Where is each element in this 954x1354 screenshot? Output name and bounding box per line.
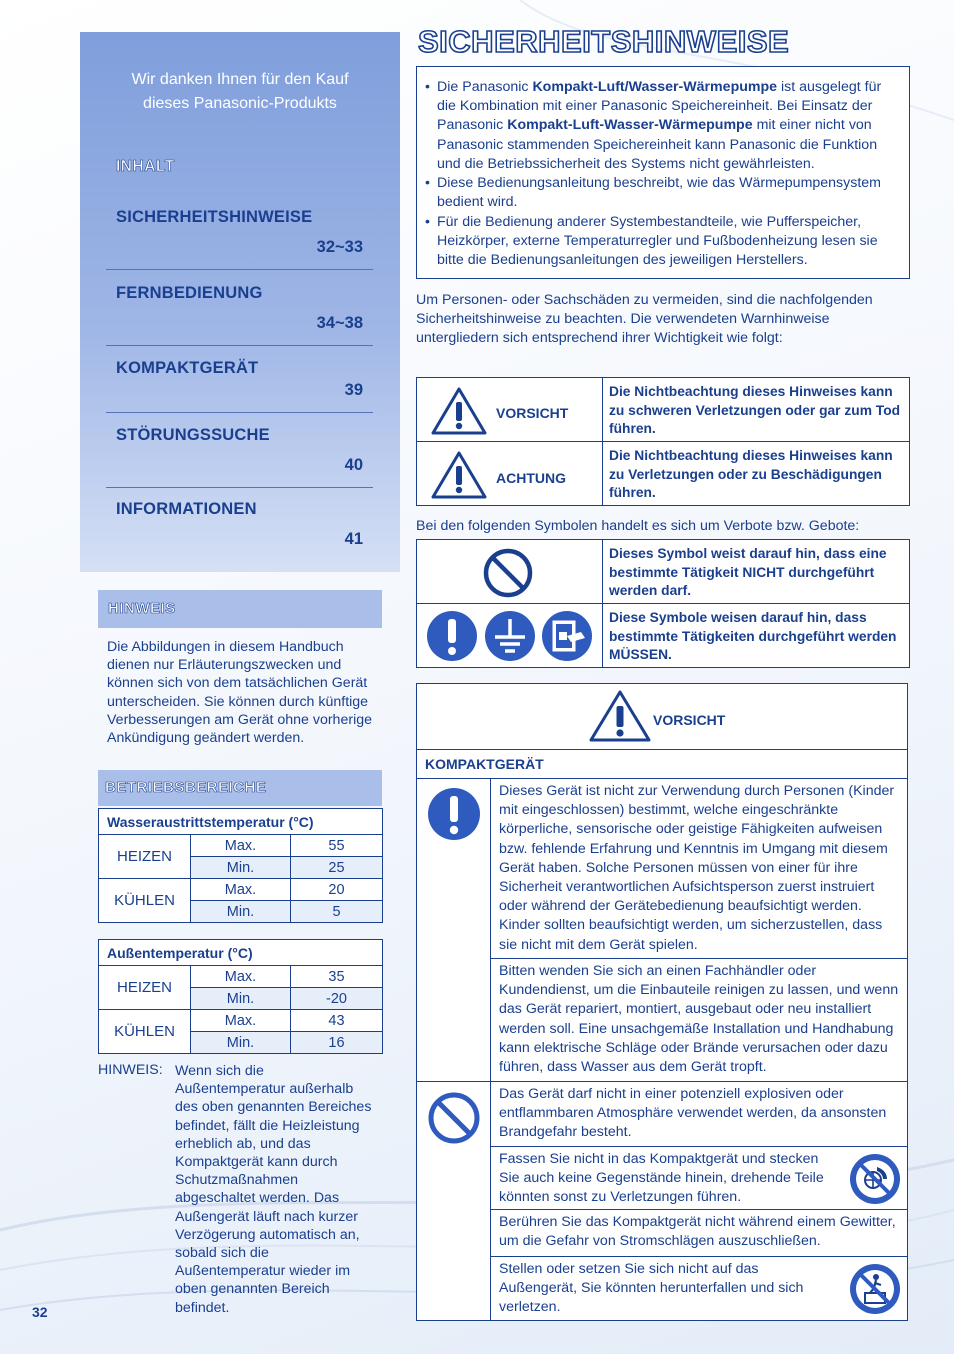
- intro-paragraph: Um Personen- oder Sachschäden zu vermeiden, sind die nachfolgenden Sicherheitshinweise zu beachten. Die verwendeten Warnhinweise untergliedern sich entsprechend ihrer Wichtigkeit wie folgt:: [416, 292, 873, 347]
- limit-value: 25: [291, 857, 383, 879]
- limit-value: 55: [291, 835, 383, 857]
- limit-label: Max.: [191, 1010, 291, 1032]
- toc-item-kompaktgeraet[interactable]: [106, 346, 373, 413]
- limit-label: Max.: [191, 835, 291, 857]
- note-text: Wenn sich die Außentemperatur außerhalb des oben genannten Bereiches befindet, fällt die Heizleistung erheblich ab, und das Kompaktgerät kann durch Schutzmaßnahmen abgeschaltet werden. Das Außengerät läuft nach kurzer Verzögerung automatisch an, sobald sich die Außentemperatur wieder im oben genannten Bereich befindet.: [175, 1063, 372, 1316]
- mandatory-icon: [427, 787, 481, 841]
- note-label: HINWEIS:: [98, 1062, 163, 1078]
- thanks-line-1: Wir danken Ihnen für den Kauf: [131, 71, 349, 88]
- hinweis-header: [98, 590, 382, 628]
- page-title: SICHERHEITSHINWEISE: [418, 24, 790, 59]
- toc-label: INFORMATIONEN: [116, 500, 257, 518]
- limit-label: Min.: [191, 901, 291, 923]
- table-header: Wasseraustrittstemperatur (°C): [99, 809, 383, 835]
- caution-text: Fassen Sie nicht in das Kompaktgerät und stecken Sie auch keine Gegenstände hinein, drehende Teile könnten sonst zu Verletzungen führen.: [499, 1151, 824, 1206]
- prohibition-icon: [482, 547, 534, 599]
- limit-value: 35: [291, 966, 383, 988]
- toc-pages: 40: [344, 456, 363, 474]
- toc-pages: 32~33: [316, 238, 363, 256]
- section-title: KOMPAKTGERÄT: [425, 756, 544, 772]
- warning-description: Die Nichtbeachtung dieses Hinweises kann zu Verletzungen oder zu Beschädigungen führen.: [609, 448, 893, 500]
- mode-cell: HEIZEN: [99, 966, 191, 1010]
- unplug-icon: [541, 610, 593, 662]
- limit-value: -20: [291, 988, 383, 1010]
- symbol-row-prohibited: [416, 539, 910, 604]
- mode-cell: KÜHLEN: [99, 879, 191, 923]
- symbols-paragraph: Bei den folgenden Symbolen handelt es sich um Verbote bzw. Gebote:: [416, 518, 860, 534]
- warning-row-achtung: [416, 441, 910, 506]
- toc-label: FERNBEDIENUNG: [116, 284, 263, 302]
- hinweis-title: HINWEIS: [108, 600, 176, 617]
- toc-item-informationen[interactable]: [106, 488, 373, 558]
- toc-label: SICHERHEITSHINWEISE: [116, 208, 313, 226]
- warning-label: ACHTUNG: [496, 470, 566, 486]
- warning-row-vorsicht: [416, 377, 910, 442]
- limit-label: Max.: [191, 879, 291, 901]
- warning-triangle-icon: [430, 386, 488, 436]
- symbol-description: Diese Symbole weisen darauf hin, dass bestimmte Tätigkeiten durchgeführt werden MÜSSEN.: [609, 610, 897, 662]
- hinweis-text: Die Abbildungen in diesem Handbuch dienen nur Erläuterungszwecken und können sich von dem tatsächlichen Gerät unterscheiden. Sie können durch künftige Verbesserungen am Gerät ohne vorherige Ankündigung geändert werden.: [107, 639, 372, 747]
- limit-label: Min.: [191, 988, 291, 1010]
- caution-box: [416, 683, 908, 1321]
- caution-text: Das Gerät darf nicht in einer potenziell explosiven oder entflammbaren Atmosphäre verwendet werden, da ansonsten Brandgefahr besteht.: [499, 1086, 887, 1141]
- toc-label: STÖRUNGSSUCHE: [116, 426, 270, 444]
- symbol-row-mandatory: [416, 603, 910, 668]
- toc-pages: 39: [344, 381, 363, 399]
- intro-box: [416, 66, 910, 279]
- intro-bullet: • Die Panasonic Kompakt-Luft/Wasser-Wärmepumpe ist ausgelegt für die Kombination mit einer Panasonic Speichereinheit. Bei Einsatz der Panasonic Kompakt-Luft-Wasser-Wärmepumpe mit einer nicht von Panasonic stammenden Speichereinheit kann Panasonic die Funktion und die Betriebssicherheit des Systems nicht gewährleisten.: [425, 78, 901, 174]
- earth-ground-icon: [484, 610, 536, 662]
- warning-label: VORSICHT: [496, 405, 569, 421]
- symbol-description: Dieses Symbol weist darauf hin, dass eine bestimmte Tätigkeit NICHT durchgeführt werden darf.: [609, 546, 887, 598]
- toc-item-stoerungssuche[interactable]: [106, 413, 373, 488]
- caution-text: Stellen oder setzen Sie sich nicht auf das Außengerät, Sie könnten herunterfallen und sich verletzen.: [499, 1261, 804, 1316]
- page-number: 32: [32, 1304, 48, 1320]
- intro-bullet: • Für die Bedienung anderer Systembestandteile, wie Pufferspeicher, Heizkörper, externe Temperaturregler und Fußbodenheizung lesen sie bitte die Bedienungsanleitungen des jeweiligen Herstellers.: [425, 213, 901, 271]
- warning-description: Die Nichtbeachtung dieses Hinweises kann zu schweren Verletzungen oder gar zum Tod führen.: [609, 384, 901, 436]
- caution-label: VORSICHT: [653, 712, 726, 728]
- mode-cell: HEIZEN: [99, 835, 191, 879]
- limit-value: 16: [291, 1032, 383, 1054]
- caution-text: Bitten wenden Sie sich an einen Fachhändler oder Kundendienst, um die Einbauteile reinigen zu lassen, und wenn das Gerät repariert, montiert, ausgebaut oder neu installiert werden soll. Eine unsachgemäße Installation und Handhabung kann elektrische Schläge oder Brände verursachen oder dazu führen, dass Wasser aus dem Gerät tropft.: [499, 963, 899, 1076]
- limit-value: 5: [291, 901, 383, 923]
- toc-item-fernbedienung[interactable]: [106, 270, 373, 346]
- caution-text: Berühren Sie das Kompaktgerät nicht während einem Gewitter, um die Gefahr von Stromschlägen auszuschließen.: [499, 1214, 896, 1250]
- toc-title: INHALT: [116, 158, 175, 175]
- toc-pages: 34~38: [316, 314, 363, 332]
- table-header: Außentemperatur (°C): [99, 940, 383, 966]
- toc-label: KOMPAKTGERÄT: [116, 359, 259, 377]
- mode-cell: KÜHLEN: [99, 1010, 191, 1054]
- toc-item-sicherheitshinweise[interactable]: [106, 202, 373, 270]
- caution-text: Dieses Gerät ist nicht zur Verwendung durch Personen (Kinder mit eingeschlossen) bestimmt, welche eingeschränkte körperliche, sensorische oder geistige Fähigkeiten aufweisen bzw. fehlende Erfahrung und Kenntnis im Umgang mit diesem Gerät haben. Solche Personen müssen von einer für ihre Sicherheit verantwortlichen Aufsichtsperson zuerst instruiert oder während der Gerätebedienung beaufsichtigt werden. Kinder sollten beaufsichtigt werden, um sicherzustellen, dass sie nicht mit dem Gerät spielen.: [499, 783, 895, 953]
- toc-pages: 41: [344, 530, 363, 548]
- limit-value: 20: [291, 879, 383, 901]
- betriebsbereiche-title: BETRIEBSBEREICHE: [105, 779, 267, 796]
- intro-bullet: • Diese Bedienungsanleitung beschreibt, wie das Wärmepumpensystem bedient wird.: [425, 174, 901, 212]
- water-temp-table: [98, 808, 383, 923]
- limit-label: Min.: [191, 857, 291, 879]
- no-hand-into-fan-icon: [849, 1153, 901, 1205]
- outdoor-temp-table: [98, 939, 383, 1054]
- betriebsbereiche-header: [98, 770, 382, 806]
- limit-value: 43: [291, 1010, 383, 1032]
- no-standing-on-unit-icon: [849, 1263, 901, 1315]
- limit-label: Min.: [191, 1032, 291, 1054]
- warning-triangle-icon: [430, 450, 488, 500]
- thanks-text: [80, 68, 400, 116]
- thanks-line-2: dieses Panasonic-Produkts: [143, 95, 337, 112]
- mandatory-icon: [426, 610, 478, 662]
- warning-triangle-icon: [588, 689, 652, 743]
- prohibition-icon: [427, 1091, 481, 1145]
- sidebar: [80, 32, 400, 572]
- limit-label: Max.: [191, 966, 291, 988]
